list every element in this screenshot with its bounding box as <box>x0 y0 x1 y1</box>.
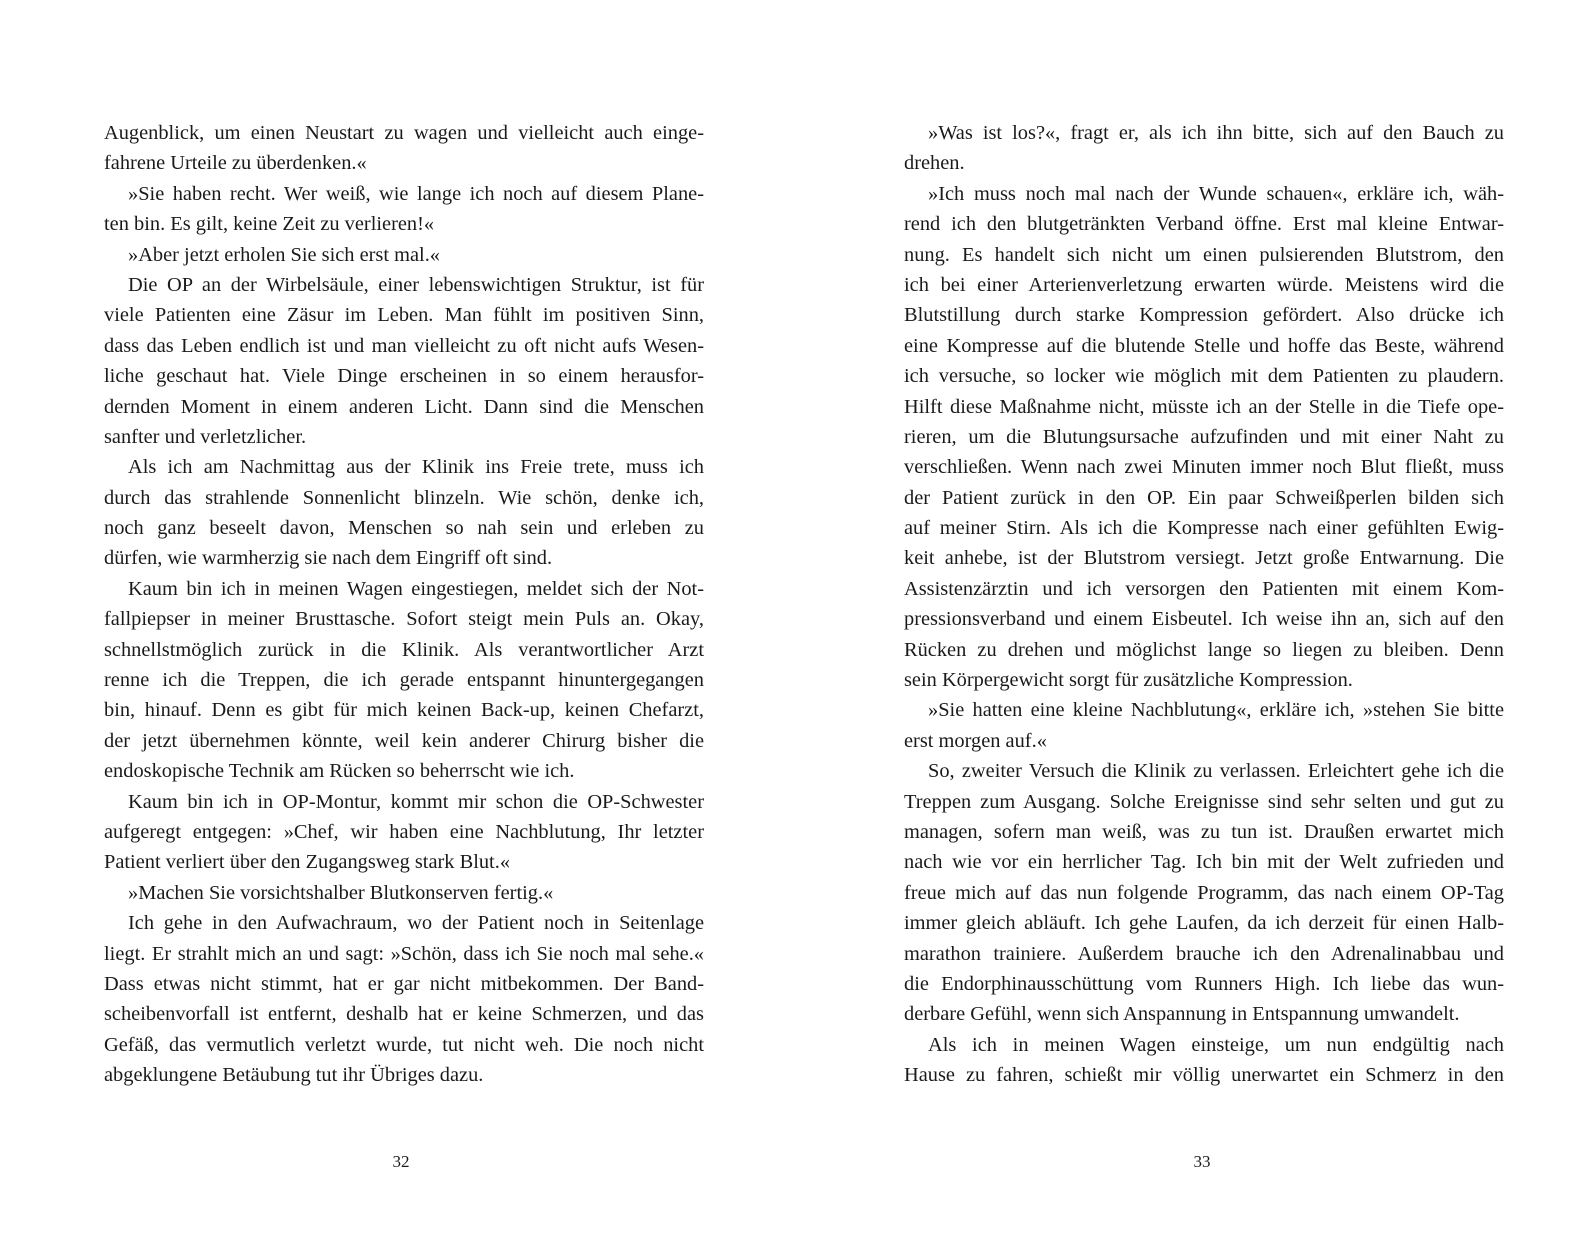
text-line: Patient verliert über den Zugangsweg stark Blut.« <box>104 851 511 874</box>
text-line: abgeklungene Betäubung tut ihr Übriges dazu. <box>104 1064 484 1087</box>
text-line: noch ganz beseelt davon, Menschen so nah sein und erleben zu <box>104 517 704 540</box>
right-page-number: 33 <box>1193 1152 1211 1171</box>
text-line: ich versuche, so locker wie möglich mit dem Patienten zu plaudern. <box>904 365 1504 388</box>
text-line: renne ich die Treppen, die ich gerade entspannt hinuntergegangen <box>104 669 704 692</box>
text-line: keit anhebe, ist der Blutstrom versiegt. Jetzt große Entwarnung. Die <box>904 547 1504 570</box>
text-line: rend ich den blutgetränkten Verband öffne. Erst mal kleine Entwar- <box>904 213 1504 236</box>
text-line: sein Körpergewicht sorgt für zusätzliche Kompression. <box>904 669 1353 692</box>
text-line: So, zweiter Versuch die Klinik zu verlassen. Erleichtert gehe ich die <box>928 760 1504 783</box>
text-line: Als ich am Nachmittag aus der Klinik ins Freie trete, muss ich <box>128 456 704 479</box>
text-line: Als ich in meinen Wagen einsteige, um nun endgültig nach <box>928 1033 1504 1056</box>
text-line: pressionsverband und einem Eisbeutel. Ich weise ihn an, sich auf den <box>904 608 1504 631</box>
text-line: endoskopische Technik am Rücken so beherrscht wie ich. <box>104 760 575 783</box>
text-line: Gefäß, das vermutlich verletzt wurde, tut nicht weh. Die noch nicht <box>104 1033 704 1056</box>
text-line: auf meiner Stirn. Als ich die Kompresse nach einer gefühlten Ewig- <box>904 517 1504 540</box>
text-line: fallpiepser in meiner Brusttasche. Sofort steigt mein Puls an. Okay, <box>104 608 704 631</box>
text-line: Hilft diese Maßnahme nicht, müsste ich an der Stelle in die Tiefe ope- <box>904 395 1504 418</box>
text-line: »Sie hatten eine kleine Nachblutung«, erkläre ich, »stehen Sie bitte <box>928 699 1504 722</box>
text-line: marathon trainiere. Außerdem brauche ich den Adrenalinabbau und <box>904 942 1504 965</box>
text-line: eine Kompresse auf die blutende Stelle und hoffe das Beste, während <box>904 334 1504 357</box>
text-line: der jetzt übernehmen könnte, weil kein anderer Chirurg bisher die <box>104 729 704 752</box>
text-line: Treppen zum Ausgang. Solche Ereignisse sind sehr selten und gut zu <box>904 790 1504 813</box>
text-line: Blutstillung durch starke Kompression gefördert. Also drücke ich <box>904 304 1504 327</box>
text-line: sanfter und verletzlicher. <box>104 425 307 448</box>
text-line: schnellstmöglich zurück in die Klinik. Als verantwortlicher Arzt <box>104 638 704 661</box>
right-page-text <box>904 118 1504 1091</box>
text-line: viele Patienten eine Zäsur im Leben. Man fühlt im positiven Sinn, <box>104 304 704 327</box>
text-line: rieren, um die Blutungsursache aufzufinden und mit einer Naht zu <box>904 425 1504 448</box>
text-line: immer gleich abläuft. Ich gehe Laufen, da ich derzeit für einen Halb- <box>904 912 1504 935</box>
text-line: liche geschaut hat. Viele Dinge erscheinen in so einem herausfor- <box>104 365 704 388</box>
text-line: liegt. Er strahlt mich an und sagt: »Schön, dass ich Sie noch mal sehe.« <box>104 942 704 965</box>
text-line: nung. Es handelt sich nicht um einen pulsierenden Blutstrom, den <box>904 243 1504 266</box>
text-line: »Aber jetzt erholen Sie sich erst mal.« <box>128 243 440 266</box>
text-line: die Endorphinausschüttung vom Runners High. Ich liebe das wun- <box>904 972 1504 995</box>
text-line: fahrene Urteile zu überdenken.« <box>104 152 367 175</box>
text-line: durch das strahlende Sonnenlicht blinzeln. Wie schön, denke ich, <box>104 486 704 509</box>
text-line: Die OP an der Wirbelsäule, einer lebenswichtigen Struktur, ist für <box>128 273 704 296</box>
text-line: bin, hinauf. Denn es gibt für mich keinen Back-up, keinen Chefarzt, <box>104 699 704 722</box>
text-line: dass das Leben endlich ist und man vielleicht zu oft nicht aufs Wesen- <box>104 334 704 357</box>
text-line: managen, sofern man weiß, was zu tun ist. Draußen erwartet mich <box>904 820 1504 843</box>
text-line: dürfen, wie warmherzig sie nach dem Eingriff oft sind. <box>104 547 553 570</box>
text-line: »Machen Sie vorsichtshalber Blutkonserven fertig.« <box>128 881 554 904</box>
text-line: Augenblick, um einen Neustart zu wagen und vielleicht auch einge- <box>104 122 704 144</box>
text-line: drehen. <box>904 152 965 175</box>
text-line: dernden Moment in einem anderen Licht. Dann sind die Menschen <box>104 395 704 418</box>
text-line: »Sie haben recht. Wer weiß, wie lange ich noch auf diesem Plane- <box>128 182 704 205</box>
text-line: freue mich auf das nun folgende Programm, das nach einem OP-Tag <box>904 881 1504 904</box>
text-line: erst morgen auf.« <box>904 729 1047 752</box>
text-line: der Patient zurück in den OP. Ein paar Schweißperlen bilden sich <box>904 486 1504 509</box>
text-line: ten bin. Es gilt, keine Zeit zu verlieren!« <box>104 213 435 236</box>
text-line: verschließen. Wenn nach zwei Minuten immer noch Blut fließt, muss <box>904 456 1504 479</box>
text-line: Hause zu fahren, schießt mir völlig unerwartet ein Schmerz in den <box>904 1064 1504 1087</box>
text-line: ich bei einer Arterienverletzung erwarten würde. Meistens wird die <box>904 273 1504 296</box>
text-line: Assistenzärztin und ich versorgen den Patienten mit einem Kom- <box>904 577 1504 600</box>
left-page-text <box>104 118 704 1091</box>
text-line: nach wie vor ein herrlicher Tag. Ich bin mit der Welt zufrieden und <box>904 851 1504 874</box>
text-line: derbare Gefühl, wenn sich Anspannung in Entspannung umwandelt. <box>904 1003 1460 1026</box>
text-line: Dass etwas nicht stimmt, hat er gar nicht mitbekommen. Der Band- <box>104 972 704 995</box>
text-line: Kaum bin ich in OP-Montur, kommt mir schon die OP-Schwester <box>128 790 704 813</box>
text-line: Rücken zu drehen und möglichst lange so liegen zu bleiben. Denn <box>904 638 1504 661</box>
text-line: »Ich muss noch mal nach der Wunde schauen«, erkläre ich, wäh- <box>928 182 1504 205</box>
text-line: aufgeregt entgegen: »Chef, wir haben eine Nachblutung, Ihr letzter <box>104 820 704 843</box>
text-line: scheibenvorfall ist entfernt, deshalb hat er keine Schmerzen, und das <box>104 1003 704 1026</box>
text-line: »Was ist los?«, fragt er, als ich ihn bitte, sich auf den Bauch zu <box>928 122 1504 144</box>
text-line: Ich gehe in den Aufwachraum, wo der Patient noch in Seitenlage <box>128 912 704 935</box>
left-page-number: 32 <box>392 1152 410 1171</box>
text-line: Kaum bin ich in meinen Wagen eingestiegen, meldet sich der Not- <box>128 577 704 600</box>
